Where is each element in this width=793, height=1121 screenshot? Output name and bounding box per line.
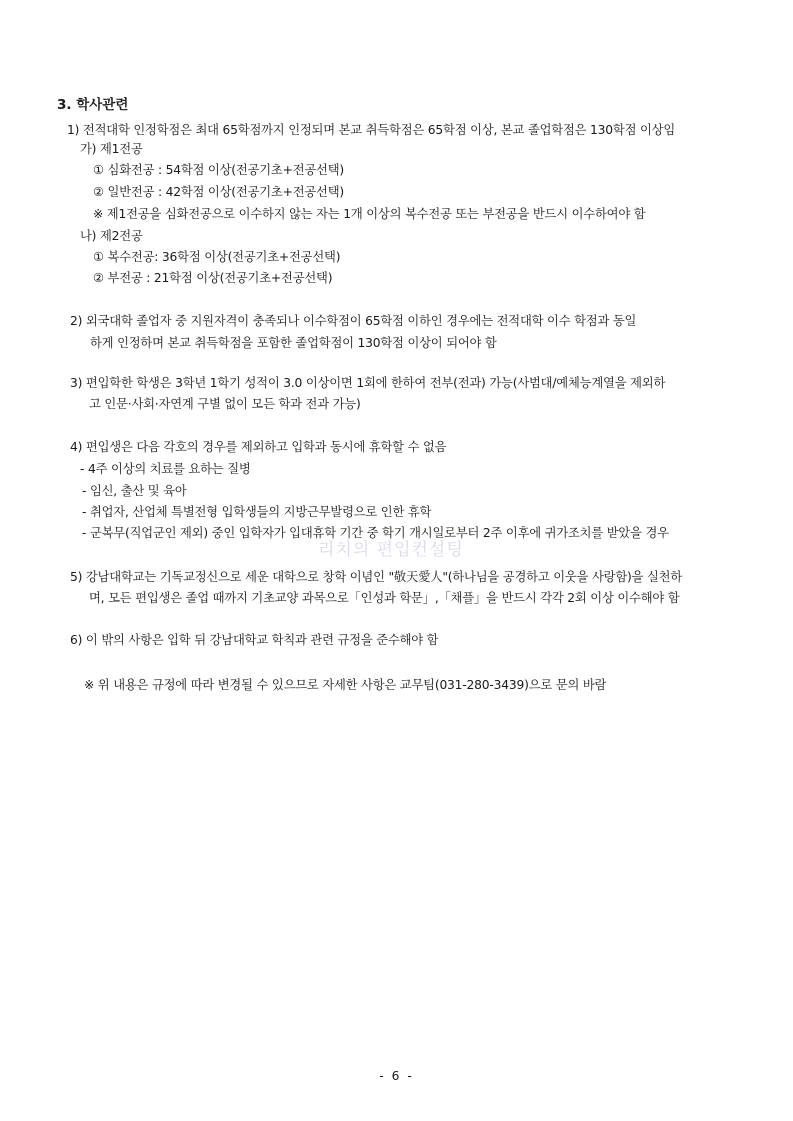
major-general-credits: ② 일반전공 : 42학점 이상(전공기초+전공선택) xyxy=(93,185,345,199)
subitem-ga-heading: 가) 제1전공 xyxy=(80,142,143,156)
watermark: 리치의 편입컨설팅 xyxy=(318,540,464,560)
item-5-line-2: 며, 모든 편입생은 졸업 때까지 기초교양 과목으로「인성과 학문」,「채플」을 반드시 각각 2회 이상 이수해야 함 xyxy=(89,591,680,605)
item-6-text: 6) 이 밖의 사항은 입학 뒤 강남대학교 학칙과 관련 규정을 준수해야 함 xyxy=(70,633,439,647)
leave-exception-military: - 군복무(직업군인 제외) 중인 입학자가 입대휴학 기간 중 학기 개시일로부터 2주 이후에 귀가조치를 받았을 경우 xyxy=(82,526,669,540)
item-3-line-2: 고 인문·사회·자연계 구별 없이 모든 학과 전과 가능) xyxy=(89,397,361,411)
item-3-line-1: 3) 편입학한 학생은 3학년 1학기 성적이 3.0 이상이면 1회에 한하여 전부(전과) 가능(사범대/예체능계열을 제외하 xyxy=(70,376,666,390)
leave-exception-illness: - 4주 이상의 치료를 요하는 질병 xyxy=(80,462,251,476)
item-1-text: 1) 전적대학 인정학점은 최대 65학점까지 인정되며 본교 취득학점은 65학점 이상, 본교 졸업학점은 130학점 이상임 xyxy=(67,123,676,137)
item-4-text: 4) 편입생은 다음 각호의 경우를 제외하고 입학과 동시에 휴학할 수 없음 xyxy=(70,440,447,454)
contact-note: ※ 위 내용은 규정에 따라 변경될 수 있으므로 자세한 사항은 교무팀(031-280-3439)으로 문의 바람 xyxy=(84,678,607,692)
subitem-na-heading: 나) 제2전공 xyxy=(80,229,143,243)
leave-exception-pregnancy: - 임신, 출산 및 육아 xyxy=(82,484,187,498)
minor-credits: ② 부전공 : 21학점 이상(전공기초+전공선택) xyxy=(93,271,333,285)
major-intensive-credits: ① 심화전공 : 54학점 이상(전공기초+전공선택) xyxy=(93,163,345,177)
first-major-note: ※ 제1전공을 심화전공으로 이수하지 않는 자는 1개 이상의 복수전공 또는 부전공을 반드시 이수하여야 함 xyxy=(93,207,646,221)
item-2-line-2: 하게 인정하며 본교 취득학점을 포함한 졸업학점이 130학점 이상이 되어야 함 xyxy=(90,336,497,350)
leave-exception-employment: - 취업자, 산업체 특별전형 입학생들의 지방근무발령으로 인한 휴학 xyxy=(82,505,432,519)
page-number: - 6 - xyxy=(379,1069,414,1083)
item-5-line-1: 5) 강남대학교는 기독교정신으로 세운 대학으로 창학 이념인 "敬天愛人"(하나님을 공경하고 이웃을 사랑함)을 실천하 xyxy=(70,570,683,584)
double-major-credits: ① 복수전공: 36학점 이상(전공기초+전공선택) xyxy=(93,250,341,264)
item-2-line-1: 2) 외국대학 졸업자 중 지원자격이 충족되나 이수학점이 65학점 이하인 경우에는 전적대학 이수 학점과 동일 xyxy=(70,314,637,328)
section-title: 3. 학사관련 xyxy=(57,97,129,113)
